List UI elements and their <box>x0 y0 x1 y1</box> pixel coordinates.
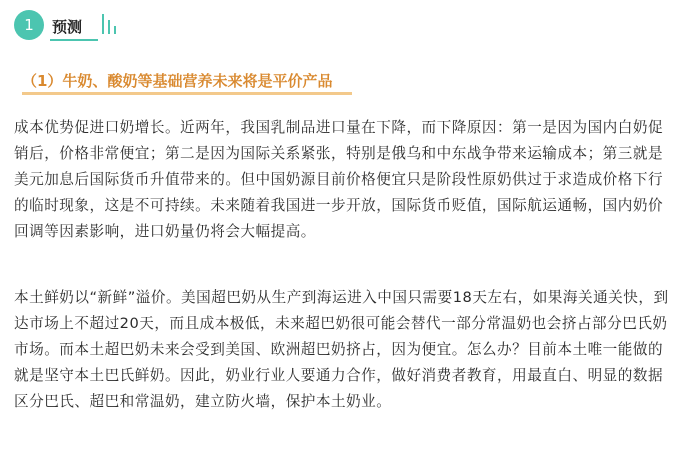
section-title-underline <box>50 39 98 41</box>
section-header <box>14 10 114 42</box>
section-title: 预测 <box>52 18 83 36</box>
paragraph-1: 成本优势促进口奶增长。近两年，我国乳制品进口量在下降，而下降原因：第一是因为国内白奶促销后，价格非常便宜；第二是因为国际关系紧张，特别是俄乌和中东战争带来运输成本；第三就是美元加息后国际货币升值带来的。但中国奶源目前价格便宜只是阶段性原奶供过于求造成价格下行的临时现象，这是不可持续。未来随着我国进一步开放，国际货币贬值，国际航运通畅，国内奶价回调等因素影响，进口奶量仍将会大幅提高。 <box>14 119 664 240</box>
section-number-badge: 1 <box>14 10 44 40</box>
subheading: （1）牛奶、酸奶等基础营养未来将是平价产品 <box>22 72 333 90</box>
paragraph-2: 本土鲜奶以“新鲜”溢价。美国超巴奶从生产到海运进入中国只需要18天左右，如果海关通关快，到达市场上不超过20天，而且成本极低，未来超巴奶很可能会替代一部分常温奶也会挤占部分巴氏奶市场。而本土超巴奶未来会受到美国、欧洲超巴奶挤占，因为便宜。怎么办？目前本土唯一能做的就是坚守本土巴氏鲜奶。因此，奶业行业人要通力合作，做好消费者教育，用最直白、明显的数据区分巴氏、超巴和常温奶，建立防火墙，保护本土奶业。 <box>14 289 669 410</box>
decorative-bars-icon <box>102 14 118 34</box>
subheading-highlight <box>22 92 352 95</box>
